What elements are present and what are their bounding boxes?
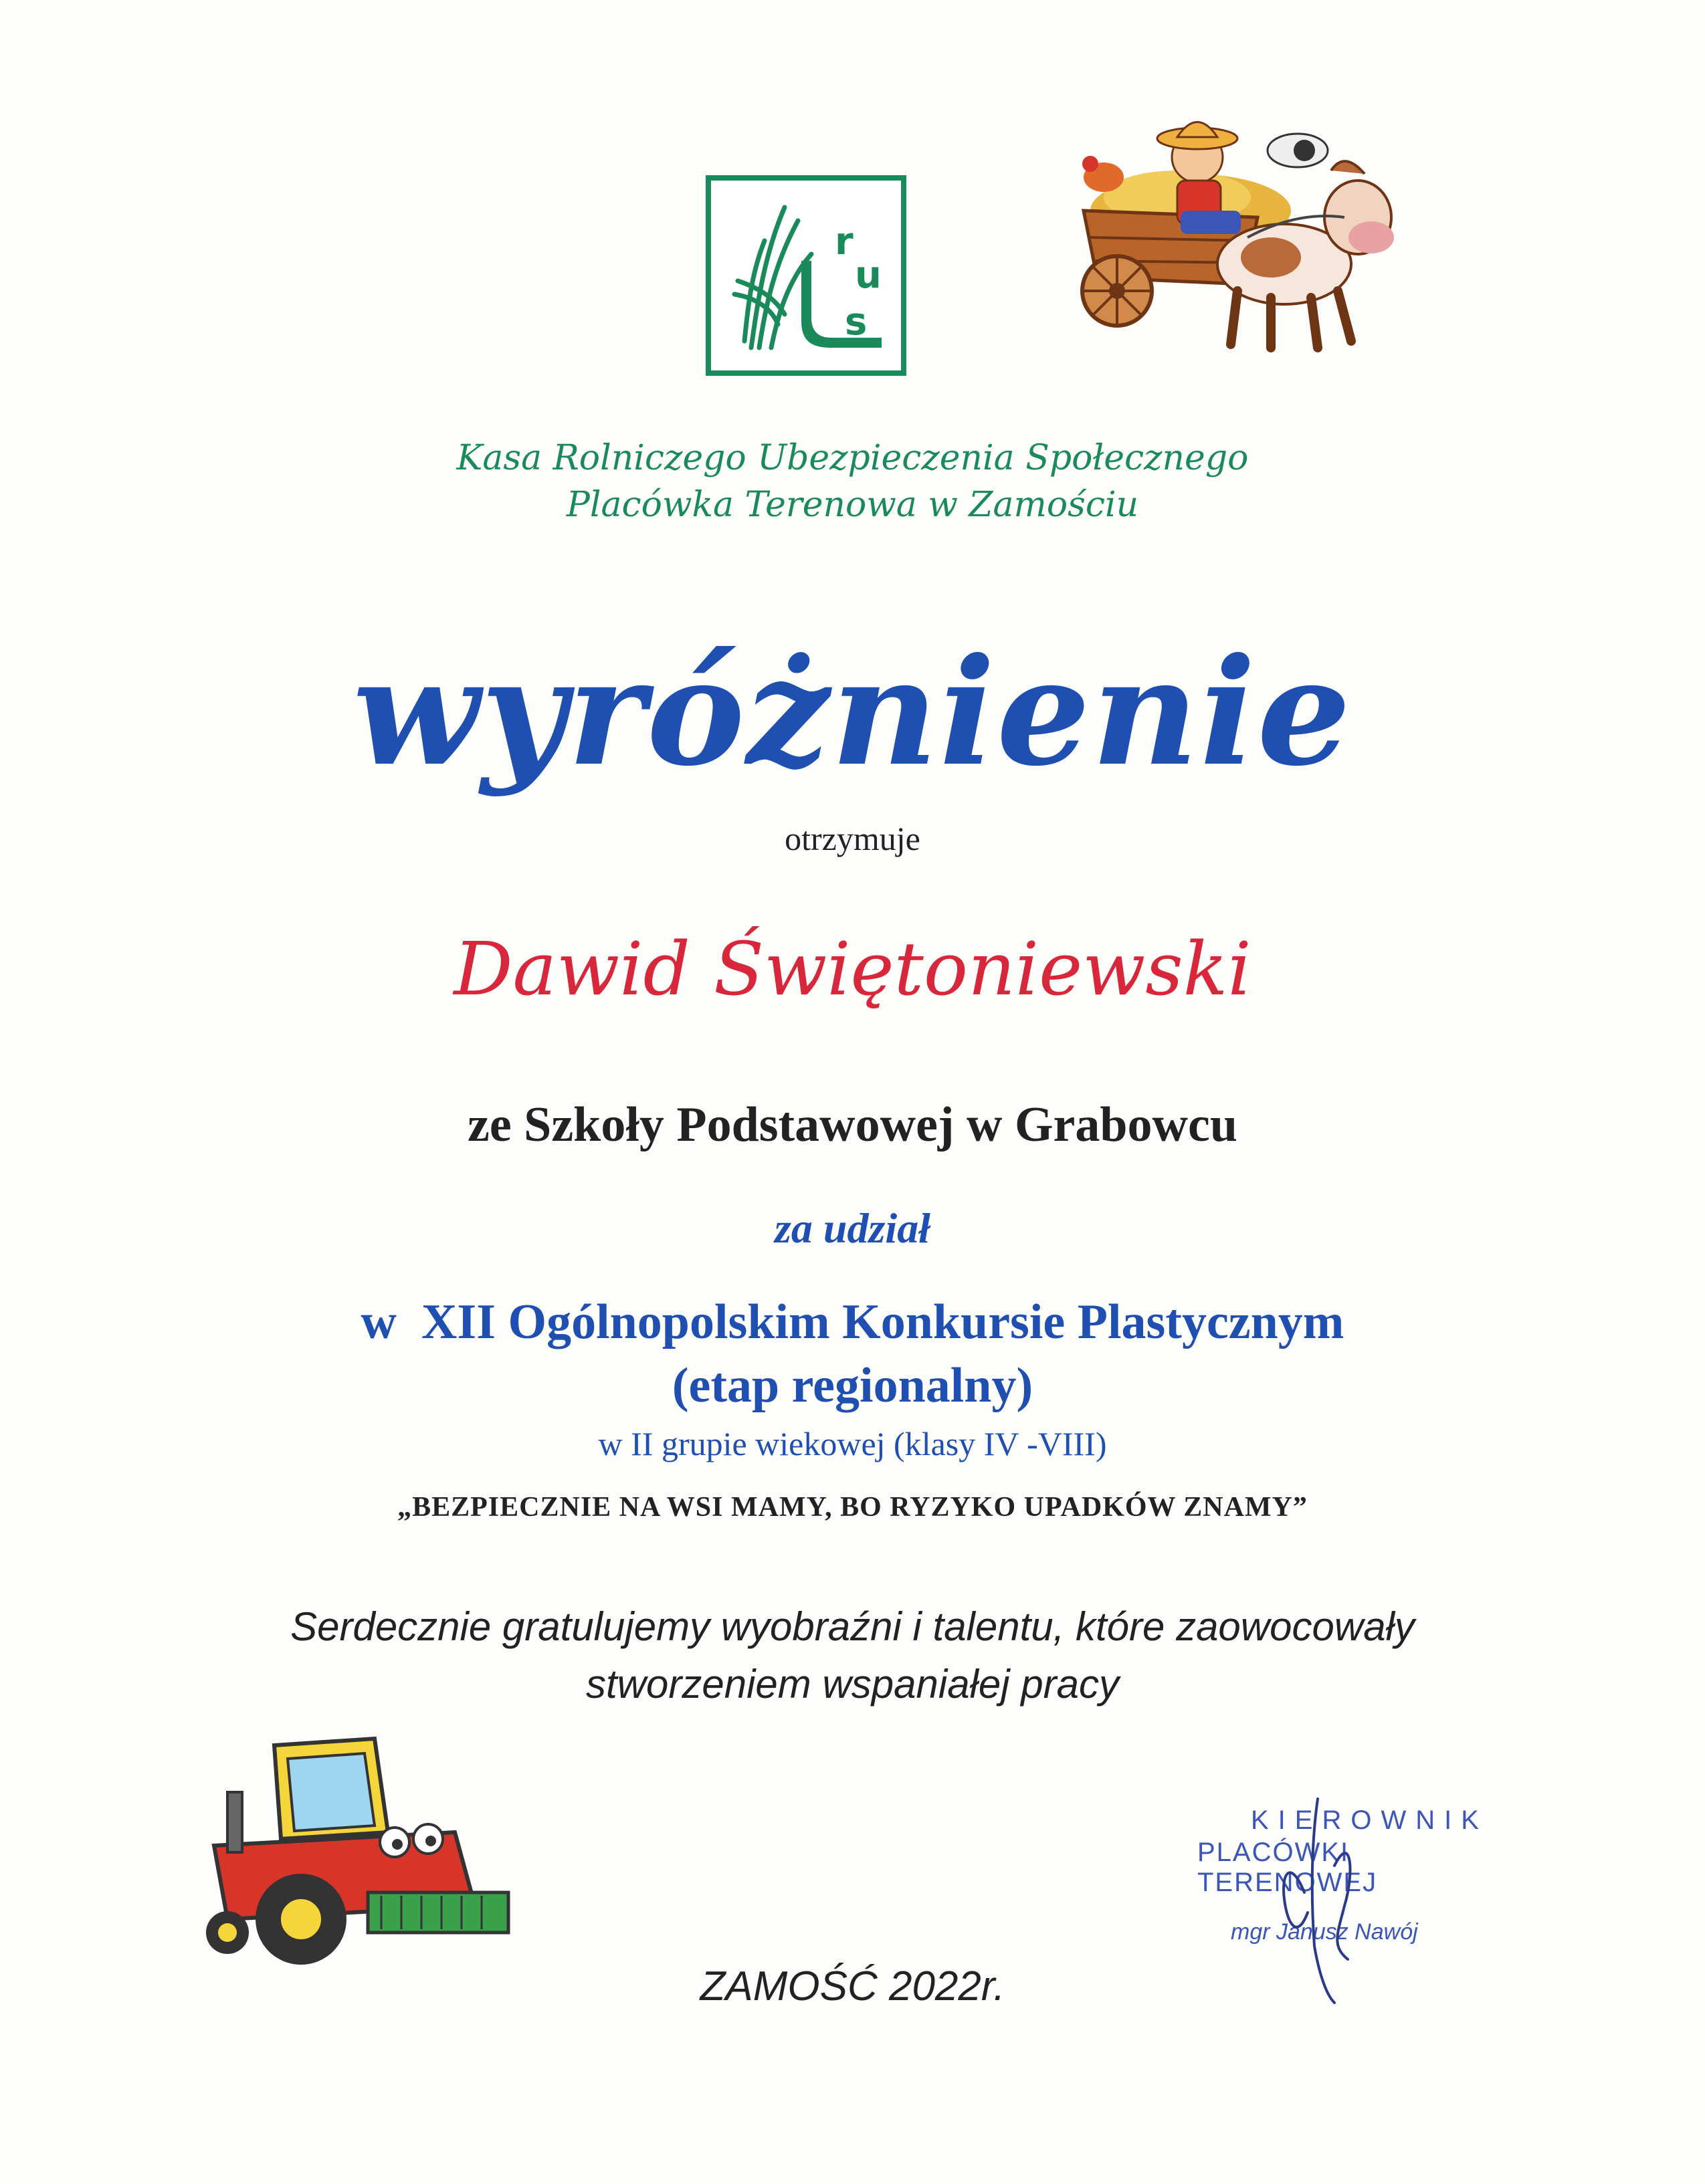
age-group: w II grupie wiekowej (klasy IV -VIII) xyxy=(598,1425,1107,1462)
place-date: ZAMOŚĆ 2022r. xyxy=(700,1963,1005,2009)
organization-block xyxy=(0,435,1705,528)
krus-logo-icon xyxy=(706,175,906,376)
award-title: wyróżnienie xyxy=(353,625,1352,798)
stamp-name: mgr Janusz Nawój xyxy=(1231,1919,1418,1945)
svg-text:u: u xyxy=(855,253,882,297)
svg-text:s: s xyxy=(845,300,868,344)
congratulations xyxy=(0,1598,1705,1713)
recipient-name: Dawid Świętoniewski xyxy=(454,926,1251,1012)
contest-name: w XII Ogólnopolskim Konkursie Plastycznym xyxy=(361,1295,1344,1349)
school-name: ze Szkoły Podstawowej w Grabowcu xyxy=(467,1097,1237,1152)
harvester-illustration-icon xyxy=(201,1732,515,1973)
organization-branch: Placówka Terenowa w Zamościu xyxy=(566,485,1139,525)
stamp-title-line-2: PLACÓWKI TERENOWEJ xyxy=(1197,1838,1378,1897)
farm-cart-illustration-icon xyxy=(1057,110,1405,371)
contest-stage: (etap regionalny) xyxy=(672,1358,1033,1413)
congratulations-line-1: Serdecznie gratulujemy wyobraźni i talentu, które zaowocowały xyxy=(290,1604,1415,1649)
participation-label: za udział xyxy=(775,1204,930,1252)
receives-label: otrzymuje xyxy=(785,820,920,857)
organization-name: Kasa Rolniczego Ubezpieczenia Społecznego xyxy=(456,438,1249,478)
svg-text:r: r xyxy=(835,220,854,263)
stamp-title-line-1: KIEROWNIK xyxy=(1251,1806,1488,1835)
contest-motto: „BEZPIECZNIE NA WSI MAMY, BO RYZYKO UPADKÓW ZNAMY” xyxy=(397,1492,1308,1523)
congratulations-line-2: stworzeniem wspaniałej pracy xyxy=(586,1662,1119,1707)
